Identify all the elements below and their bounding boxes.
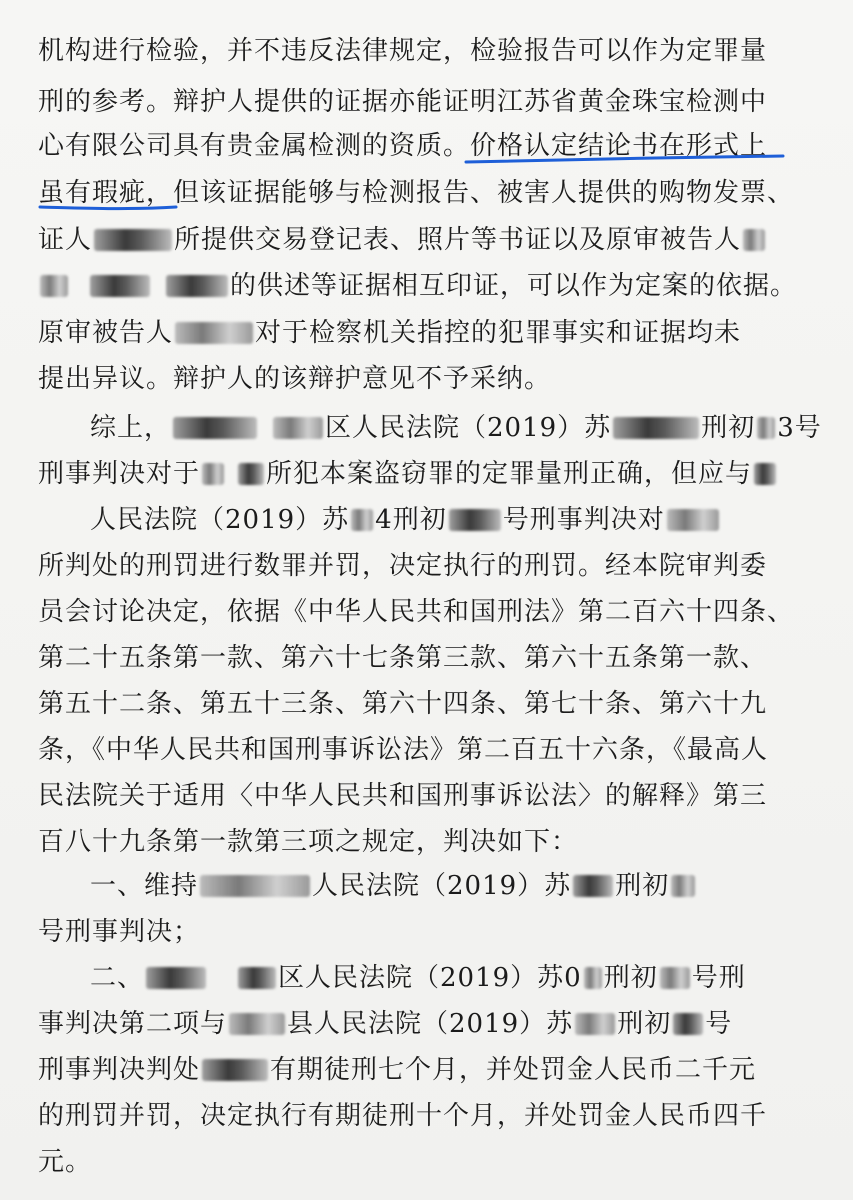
redaction-mask	[229, 1013, 285, 1035]
redaction-mask	[40, 275, 68, 297]
redaction-mask	[238, 967, 276, 989]
text-run: 3号	[777, 413, 822, 443]
text-line-18	[38, 827, 828, 857]
redaction-mask	[573, 875, 613, 897]
text-run: 人民法院（2019）苏	[312, 871, 572, 901]
text-run: 对于检察机关指控的犯罪事实和证据均未	[255, 318, 742, 348]
text-line-22	[38, 1009, 828, 1039]
text-run: 刑初	[617, 1009, 672, 1039]
text-line-9	[90, 413, 830, 443]
redaction-mask	[175, 322, 253, 344]
text-run: 号	[705, 1009, 733, 1039]
text-line-17	[38, 781, 828, 811]
redaction-mask	[449, 509, 501, 531]
text-run: 所犯本案盗窃罪的定罪量刑正确，但应与	[266, 459, 753, 489]
redaction-mask	[202, 463, 224, 485]
text-line-13	[38, 597, 828, 627]
redaction-mask	[660, 967, 690, 989]
text-run: 事判决第二项与	[38, 1009, 228, 1039]
text-line-23	[38, 1055, 828, 1085]
text-line-16	[38, 735, 828, 765]
text-run: 刑初	[701, 413, 756, 443]
text-line-8	[38, 364, 828, 394]
redaction-mask	[273, 417, 323, 439]
text-run: 区人民法院（2019）苏0	[278, 963, 582, 993]
redaction-mask	[173, 417, 257, 439]
text-line-10	[38, 459, 828, 489]
text-line-21	[90, 963, 830, 993]
redaction-mask	[754, 463, 776, 485]
text-line-4	[38, 178, 828, 208]
text-run: 虽有瑕疵，但该证据能够与检测报告、被害人提供的购物发票、	[38, 178, 795, 208]
redaction-mask	[757, 417, 775, 439]
text-line-20	[38, 917, 828, 947]
redaction-mask	[584, 967, 602, 989]
redaction-mask	[667, 509, 719, 531]
text-line-12	[38, 551, 828, 581]
text-run: 员会讨论决定，依据《中华人民共和国刑法》第二百六十四条、	[38, 597, 795, 627]
text-run: 刑事判决判处	[38, 1055, 201, 1085]
text-line-2	[38, 87, 828, 117]
text-run: 的刑罚并罚，决定执行有期徒刑十个月，并处罚金人民币四千	[38, 1101, 768, 1131]
text-line-3	[38, 131, 828, 161]
text-line-25	[38, 1147, 828, 1177]
text-line-19	[90, 871, 830, 901]
redaction-mask	[673, 1013, 703, 1035]
text-run: 综上，	[90, 413, 172, 443]
text-line-1	[38, 36, 828, 66]
text-run: 二、	[90, 963, 145, 993]
redaction-mask	[146, 967, 206, 989]
text-run: 证人	[38, 225, 93, 255]
text-run: 县人民法院（2019）苏	[287, 1009, 574, 1039]
text-run: 所判处的刑罚进行数罪并罚，决定执行的刑罚。经本院审判委	[38, 551, 768, 581]
text-run: 一、维持	[90, 871, 199, 901]
redaction-mask	[671, 875, 695, 897]
text-run: 原审被告人	[38, 318, 174, 348]
text-run: 有期徒刑七个月，并处罚金人民币二千元	[270, 1055, 757, 1085]
text-line-24	[38, 1101, 828, 1131]
text-run: 刑初	[615, 871, 670, 901]
redaction-mask	[351, 509, 373, 531]
redaction-mask	[202, 1059, 268, 1081]
text-run: 所提供交易登记表、照片等书证以及原审被告人	[174, 225, 742, 255]
text-run: 的供述等证据相互印证，可以作为定案的依据。	[230, 271, 798, 301]
redaction-mask	[743, 229, 765, 251]
redaction-mask	[90, 275, 150, 297]
text-line-15	[38, 689, 828, 719]
redaction-mask	[94, 229, 172, 251]
text-run: 号刑事判决对	[502, 505, 665, 535]
redaction-mask	[166, 275, 228, 297]
redaction-mask	[575, 1013, 615, 1035]
redaction-mask	[613, 417, 699, 439]
text-run: 刑的参考。辩护人提供的证据亦能证明江苏省黄金珠宝检测中	[38, 87, 768, 117]
text-line-11	[90, 505, 830, 535]
text-line-5	[38, 225, 828, 255]
text-run: 区人民法院（2019）苏	[325, 413, 612, 443]
text-run: 号刑	[691, 963, 746, 993]
text-line-14	[38, 643, 828, 673]
text-run: 人民法院（2019）苏	[90, 505, 350, 535]
text-run: 提出异议。辩护人的该辩护意见不予采纳。	[38, 364, 552, 394]
text-line-7	[38, 318, 828, 348]
text-run: 民法院关于适用〈中华人民共和国刑事诉讼法〉的解释》第三	[38, 781, 768, 811]
text-run: 第五十二条、第五十三条、第六十四条、第七十条、第六十九	[38, 689, 768, 719]
text-run: 刑事判决对于	[38, 459, 201, 489]
text-run: 机构进行检验，并不违反法律规定，检验报告可以作为定罪量	[38, 36, 768, 66]
text-run: 元。	[38, 1147, 93, 1177]
redaction-mask	[238, 463, 264, 485]
text-run: 号刑事判决；	[38, 917, 201, 947]
text-run: 百八十九条第一款第三项之规定，判决如下：	[38, 827, 579, 857]
text-run: 第二十五条第一款、第六十七条第三款、第六十五条第一款、	[38, 643, 768, 673]
redaction-mask	[200, 875, 310, 897]
text-run: 4刑初	[375, 505, 447, 535]
text-run: 心有限公司具有贵金属检测的资质。价格认定结论书在形式上	[38, 131, 768, 161]
text-run: 刑初	[603, 963, 658, 993]
text-run: 条，《中华人民共和国刑事诉讼法》第二百五十六条，《最高人	[38, 735, 769, 765]
text-line-6	[38, 271, 828, 301]
